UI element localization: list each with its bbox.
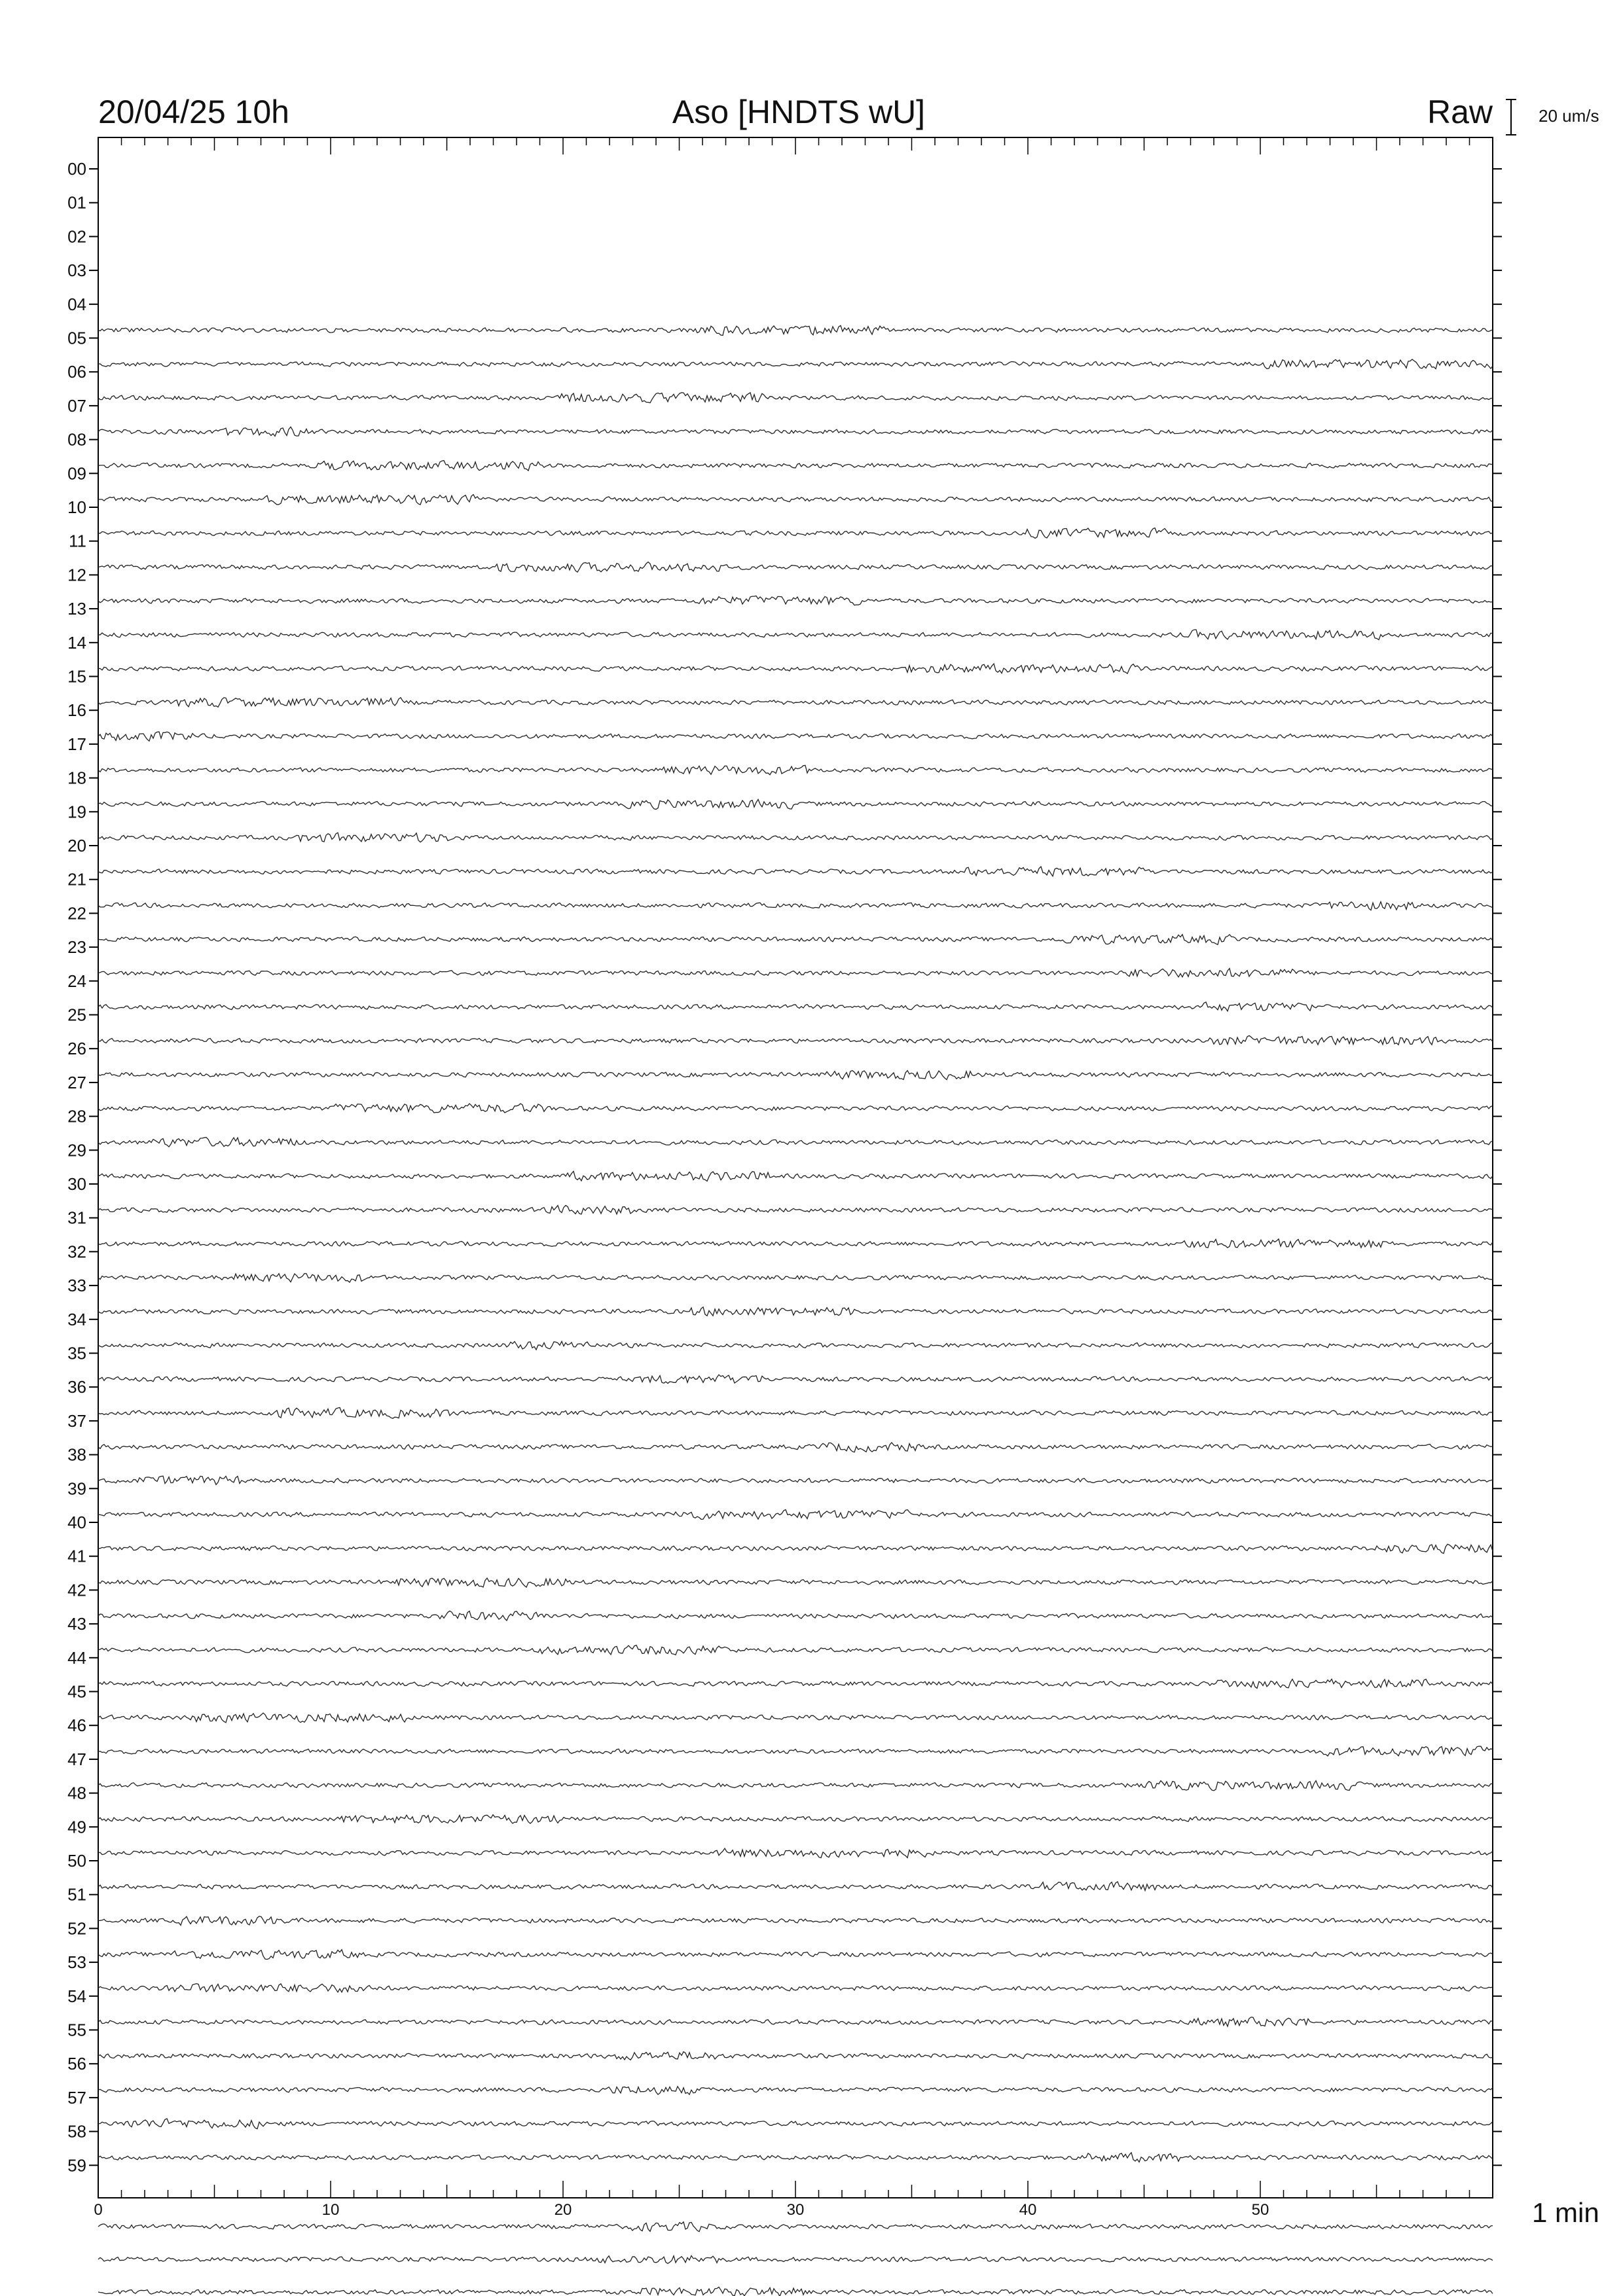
row-label: 24 [67, 971, 86, 991]
seismic-trace [98, 867, 1493, 876]
seismic-trace [98, 1781, 1493, 1791]
seismic-trace [98, 495, 1493, 505]
row-label: 50 [67, 1851, 86, 1871]
seismic-trace [98, 2153, 1493, 2162]
row-label: 17 [67, 734, 86, 754]
x-unit-label: 1 min [1532, 2197, 1599, 2228]
row-label: 06 [67, 362, 86, 382]
row-label: 56 [67, 2054, 86, 2074]
row-label: 05 [67, 328, 86, 348]
seismic-trace [98, 596, 1493, 605]
seismic-trace [98, 1713, 1493, 1723]
row-label: 51 [67, 1884, 86, 1905]
row-label: 58 [67, 2121, 86, 2142]
row-label: 48 [67, 1783, 86, 1803]
x-tick-label: 30 [786, 2201, 805, 2219]
row-label: 15 [67, 666, 86, 687]
seismic-trace [98, 833, 1493, 842]
seismic-trace [98, 1916, 1493, 1926]
row-label: 53 [67, 1952, 86, 1973]
row-label: 16 [67, 700, 86, 721]
row-label: 04 [67, 294, 86, 314]
seismic-trace [98, 427, 1493, 436]
row-label: 26 [67, 1039, 86, 1059]
row-label: 40 [67, 1513, 86, 1532]
seismic-trace [98, 1611, 1493, 1621]
seismic-trace [98, 1746, 1493, 1756]
seismic-trace [98, 1274, 1493, 1282]
row-label: 12 [67, 565, 86, 585]
seismic-trace [98, 1002, 1493, 1011]
seismic-trace [98, 1071, 1493, 1080]
row-label: 29 [67, 1140, 86, 1160]
seismic-trace [98, 1374, 1493, 1383]
row-label: 39 [67, 1479, 86, 1499]
seismic-traces [98, 325, 1493, 2296]
seismic-trace [98, 732, 1493, 741]
row-label: 10 [67, 497, 86, 517]
row-label: 25 [67, 1005, 86, 1025]
seismic-trace [98, 1103, 1493, 1113]
seismic-trace [98, 1206, 1493, 1214]
seismic-trace [98, 1138, 1493, 1147]
row-label: 35 [67, 1343, 86, 1363]
x-tick-label: 40 [1019, 2201, 1037, 2219]
row-label: 03 [67, 260, 86, 281]
x-tick-label: 10 [321, 2201, 340, 2219]
seismic-trace [98, 1645, 1493, 1655]
row-label: 32 [67, 1242, 86, 1262]
seismic-trace [98, 1341, 1493, 1350]
seismic-trace [98, 1848, 1493, 1857]
plot-border [98, 137, 1493, 2198]
seismic-trace [98, 799, 1493, 809]
station-title: Aso [HNDTS wU] [672, 94, 926, 130]
seismic-trace [98, 630, 1493, 640]
seismic-trace [98, 1882, 1493, 1890]
seismic-trace-continuation [98, 2222, 1493, 2232]
seismic-trace [98, 664, 1493, 673]
seismic-trace [98, 2119, 1493, 2129]
row-label: 27 [67, 1072, 86, 1092]
row-label: 08 [67, 429, 86, 450]
seismic-trace [98, 2052, 1493, 2060]
row-label: 55 [67, 2020, 86, 2040]
seismic-trace [98, 1408, 1493, 1419]
row-label: 49 [67, 1817, 86, 1837]
seismic-trace [98, 461, 1493, 471]
row-label: 14 [67, 632, 86, 653]
seismic-trace [98, 935, 1493, 945]
seismic-trace [98, 1679, 1493, 1689]
row-label: 44 [67, 1647, 86, 1668]
seismic-trace [98, 1035, 1493, 1045]
seismic-trace [98, 359, 1493, 369]
row-label: 57 [67, 2087, 86, 2108]
row-label: 43 [67, 1614, 86, 1634]
seismic-trace-continuation [98, 2287, 1493, 2296]
row-label: 09 [67, 463, 86, 484]
seismic-trace [98, 2017, 1493, 2026]
row-label: 54 [67, 1986, 86, 2006]
seismic-trace [98, 1815, 1493, 1823]
x-tick-label: 50 [1251, 2201, 1269, 2219]
row-label: 46 [67, 1715, 86, 1736]
row-label: 01 [67, 192, 86, 213]
seismic-trace [98, 528, 1493, 539]
amplitude-scale-bar [1506, 99, 1516, 135]
seismic-trace [98, 1544, 1493, 1553]
seismic-trace [98, 969, 1493, 977]
row-label: 20 [67, 836, 86, 855]
seismic-trace [98, 1172, 1493, 1181]
row-label: 42 [67, 1580, 86, 1600]
row-label: 38 [67, 1444, 86, 1465]
seismic-trace [98, 562, 1493, 573]
row-label: 13 [67, 599, 86, 619]
seismic-trace [98, 902, 1493, 910]
row-label: 36 [67, 1377, 86, 1397]
row-label: 02 [67, 226, 86, 247]
seismic-trace [98, 325, 1493, 335]
seismic-trace-continuation [98, 2255, 1493, 2263]
row-label: 59 [67, 2155, 86, 2176]
row-label: 41 [67, 1546, 86, 1566]
row-label: 22 [67, 903, 86, 924]
seismic-trace [98, 1476, 1493, 1484]
seismic-trace [98, 1307, 1493, 1316]
seismic-trace [98, 1239, 1493, 1247]
seismic-trace [98, 698, 1493, 708]
row-label: 34 [67, 1309, 86, 1329]
amplitude-scale-label: 20 um/s [1539, 106, 1599, 126]
row-label: 37 [67, 1410, 86, 1431]
row-label: 31 [67, 1208, 86, 1228]
row-label: 28 [67, 1106, 86, 1126]
x-tick-label: 0 [94, 2201, 103, 2219]
row-labels [67, 159, 1502, 2175]
seismic-trace [98, 1578, 1493, 1587]
plot-frame [98, 137, 1493, 2198]
row-label: 00 [67, 159, 86, 179]
row-label: 07 [67, 395, 86, 416]
row-label: 52 [67, 1918, 86, 1939]
seismic-trace [98, 765, 1493, 774]
mode-label: Raw [1427, 94, 1493, 130]
row-label: 23 [67, 937, 86, 958]
row-label: 18 [67, 768, 86, 788]
seismic-trace [98, 1510, 1493, 1520]
row-label: 19 [67, 802, 86, 822]
seismic-trace [98, 1950, 1493, 1960]
helicorder-datetime: 20/04/25 10h [98, 94, 289, 130]
x-tick-label: 20 [554, 2201, 572, 2219]
row-label: 33 [67, 1276, 86, 1296]
seismic-trace [98, 2087, 1493, 2094]
seismic-trace [98, 1984, 1493, 1992]
row-label: 45 [67, 1681, 86, 1702]
row-label: 47 [67, 1749, 86, 1769]
row-label: 21 [67, 869, 86, 889]
row-label: 11 [69, 531, 86, 551]
row-label: 30 [67, 1174, 86, 1194]
seismic-trace [98, 393, 1493, 403]
seismic-trace [98, 1443, 1493, 1452]
